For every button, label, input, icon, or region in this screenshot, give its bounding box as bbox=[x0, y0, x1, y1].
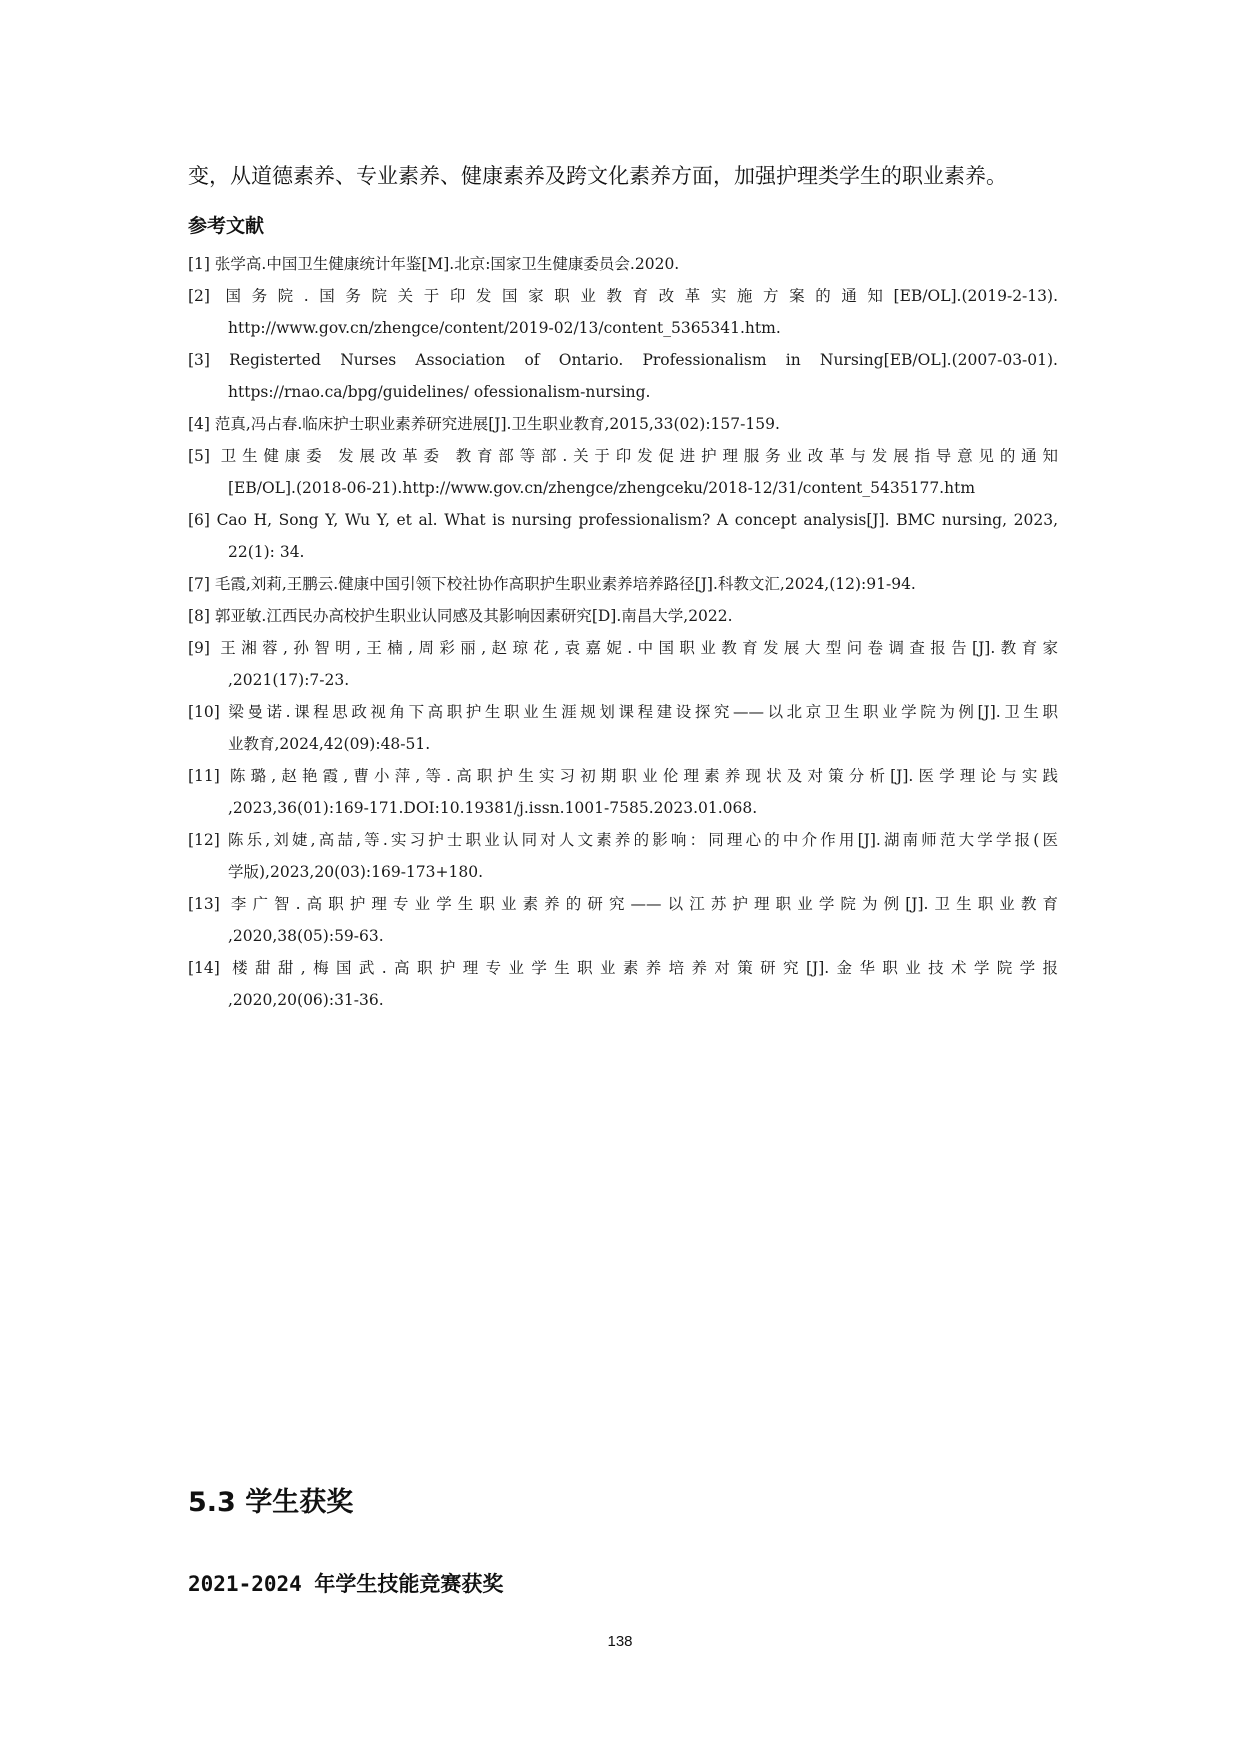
reference-text-continued: [EB/OL].(2018-06-21).http://www.gov.cn/zhengce/zhengceku/2018-12/31/content_5435177.htm bbox=[228, 479, 976, 497]
references-heading: 参考文献 bbox=[188, 215, 265, 237]
reference-number: [7] bbox=[188, 575, 215, 593]
reference-item bbox=[188, 248, 1058, 280]
reference-text: 毛霞,刘莉,王鹏云.健康中国引领下校社协作高职护生职业素养培养路径[J].科教文汇,2024,(12):91-94. bbox=[214, 575, 916, 593]
reference-item bbox=[188, 952, 1058, 1016]
reference-text-continued: ,2023,36(01):169-171.DOI:10.19381/j.issn.1001-7585.2023.01.068. bbox=[228, 799, 758, 817]
lead-paragraph: 变，从道德素养、专业素养、健康素养及跨文化素养方面，加强护理类学生的职业素养。 bbox=[188, 164, 1007, 188]
reference-text-continued: ,2020,38(05):59-63. bbox=[228, 927, 384, 945]
reference-text-continued: ,2021(17):7-23. bbox=[228, 671, 350, 689]
reference-text: 郭亚敏.江西民办高校护生职业认同感及其影响因素研究[D].南昌大学,2022. bbox=[214, 607, 733, 625]
reference-item bbox=[188, 440, 1058, 504]
reference-text: 张学高.中国卫生健康统计年鉴[M].北京:国家卫生健康委员会.2020. bbox=[214, 255, 680, 273]
reference-text: 梁曼诺.课程思政视角下高职护生职业生涯规划课程建设探究——以北京卫生职业学院为例[J].卫生职 bbox=[228, 703, 1058, 721]
reference-number: [5] bbox=[188, 447, 221, 465]
reference-number: [1] bbox=[188, 255, 215, 273]
reference-item bbox=[188, 760, 1058, 824]
reference-text-continued: 22(1): 34. bbox=[228, 543, 305, 561]
reference-number: [10] bbox=[188, 703, 229, 721]
reference-text: 楼甜甜,梅国武.高职护理专业学生职业素养培养对策研究[J].金华职业技术学院学报 bbox=[232, 959, 1059, 977]
reference-number: [3] bbox=[188, 351, 230, 369]
references-list bbox=[188, 248, 1058, 1016]
reference-item bbox=[188, 568, 1058, 600]
reference-item bbox=[188, 280, 1058, 344]
reference-number: [4] bbox=[188, 415, 215, 433]
reference-text: 李广智.高职护理专业学生职业素养的研究——以江苏护理职业学院为例[J].卫生职业教育 bbox=[230, 895, 1058, 913]
reference-number: [12] bbox=[188, 831, 228, 849]
reference-item bbox=[188, 344, 1058, 408]
reference-number: [8] bbox=[188, 607, 215, 625]
page-number: 138 bbox=[607, 1633, 633, 1650]
reference-text-continued: http://www.gov.cn/zhengce/content/2019-02/13/content_5365341.htm. bbox=[228, 319, 781, 337]
reference-item bbox=[188, 504, 1058, 568]
reference-item bbox=[188, 888, 1058, 952]
reference-text-continued: https://rnao.ca/bpg/guidelines/ ofessionalism-nursing. bbox=[228, 383, 651, 401]
reference-item bbox=[188, 408, 1058, 440]
reference-text: 陈璐,赵艳霞,曹小萍,等.高职护生实习初期职业伦理素养现状及对策分析[J].医学理论与实践 bbox=[229, 767, 1058, 785]
reference-number: [6] bbox=[188, 511, 217, 529]
reference-number: [2] bbox=[188, 287, 226, 305]
reference-item bbox=[188, 824, 1058, 888]
reference-item bbox=[188, 632, 1058, 696]
reference-text: 卫生健康委 发展改革委 教育部等部.关于印发促进护理服务业改革与发展指导意见的通知 bbox=[220, 447, 1058, 465]
reference-text-continued: 业教育,2024,42(09):48-51. bbox=[228, 735, 431, 753]
reference-item bbox=[188, 696, 1058, 760]
subsection-title: 2021-2024 年学生技能竞赛获奖 bbox=[188, 1572, 504, 1596]
reference-number: [14] bbox=[188, 959, 233, 977]
reference-item bbox=[188, 600, 1058, 632]
reference-number: [13] bbox=[188, 895, 231, 913]
section-title: 5.3 学生获奖 bbox=[188, 1487, 354, 1518]
reference-text: 国务院.国务院关于印发国家职业教育改革实施方案的通知[EB/OL].(2019-2-13). bbox=[225, 287, 1058, 305]
reference-text: 陈乐,刘婕,高喆,等.实习护士职业认同对人文素养的影响：同理心的中介作用[J].湖南师范大学学报(医 bbox=[227, 831, 1059, 849]
reference-text: Cao H, Song Y, Wu Y, et al. What is nursing professionalism? A concept analysis[J]. BMC nursing, 2023, bbox=[216, 511, 1058, 529]
reference-number: [9] bbox=[188, 639, 221, 657]
reference-text-continued: 学版),2023,20(03):169-173+180. bbox=[228, 863, 484, 881]
reference-number: [11] bbox=[188, 767, 230, 785]
reference-text-continued: ,2020,20(06):31-36. bbox=[228, 991, 384, 1009]
reference-text: 范真,冯占春.临床护士职业素养研究进展[J].卫生职业教育,2015,33(02):157-159. bbox=[214, 415, 780, 433]
reference-text: Registerted Nurses Association of Ontario. Professionalism in Nursing[EB/OL].(2007-03-01). bbox=[229, 351, 1058, 369]
reference-text: 王湘蓉,孙智明,王楠,周彩丽,赵琼花,袁嘉妮.中国职业教育发展大型问卷调查报告[J].教育家 bbox=[220, 639, 1058, 657]
